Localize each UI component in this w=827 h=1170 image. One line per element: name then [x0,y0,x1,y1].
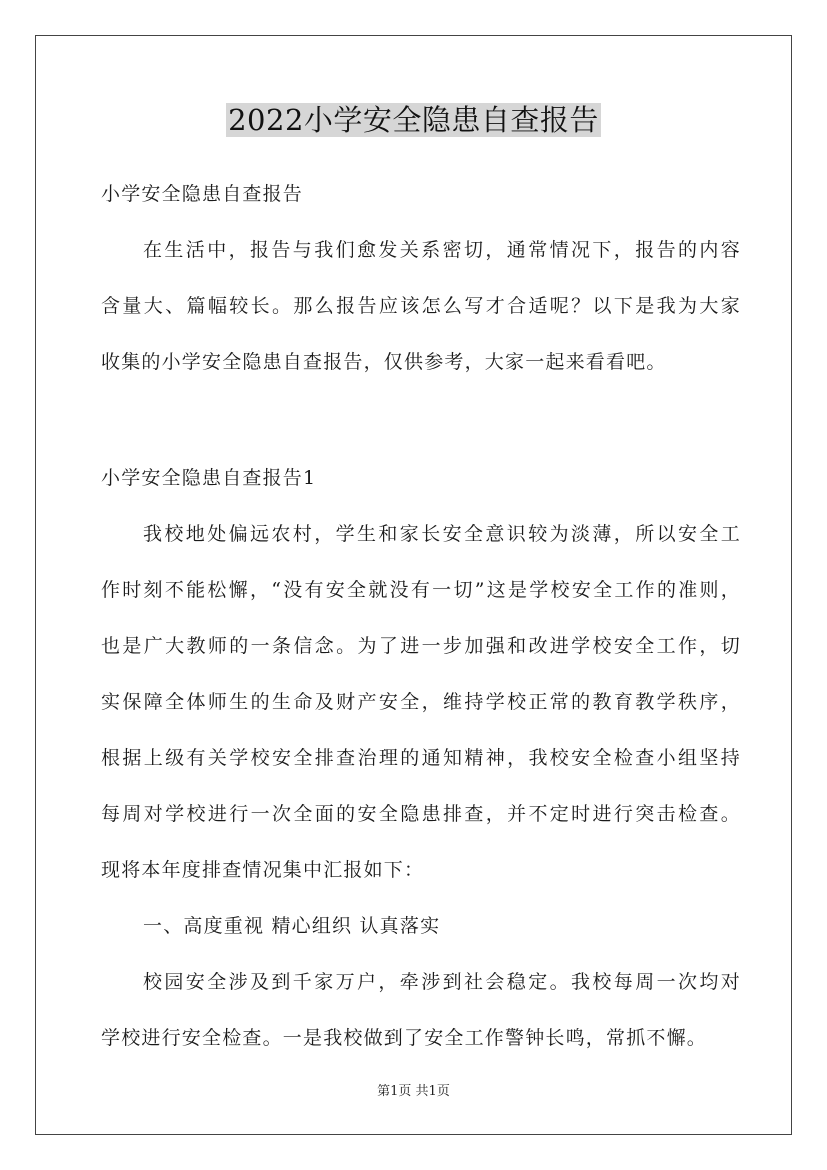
para1-line-2: 作时刻不能松懈，“没有安全就没有一切”这是学校安全工作的准则， [101,579,741,601]
para1-line-3: 也是广大教师的一条信念。为了进一步加强和改进学校安全工作，切 [101,635,741,657]
para1-line-6: 每周对学校进行一次全面的安全隐患排查，并不定时进行突击检查。 [101,803,741,825]
page-footer: 第1页 共1页 [377,1084,450,1099]
para1-line-5: 根据上级有关学校安全排查治理的通知精神，我校安全检查小组坚持 [101,747,741,769]
document-title-wrap [0,98,827,142]
intro-line-3: 收集的小学安全隐患自查报告，仅供参考，大家一起来看看吧。 [101,351,667,373]
point1-heading: 一、高度重视 精心组织 认真落实 [143,915,441,937]
subtitle: 小学安全隐患自查报告 [101,183,304,205]
document-title: 2022小学安全隐患自查报告 [228,103,599,137]
document-body [101,172,741,1053]
para1-line-1: 我校地处偏远农村，学生和家长安全意识较为淡薄，所以安全工 [143,523,741,545]
section-heading: 小学安全隐患自查报告1 [101,467,317,489]
para2-line-2: 学校进行安全检查。一是我校做到了安全工作警钟长鸣，常抓不懈。 [101,1027,708,1049]
para1-line-4: 实保障全体师生的生命及财产安全，维持学校正常的教育教学秩序， [101,691,741,713]
para1-line-7: 现将本年度排查情况集中汇报如下： [101,859,425,881]
intro-line-1: 在生活中，报告与我们愈发关系密切，通常情况下，报告的内容 [143,239,741,261]
intro-line-2: 含量大、篇幅较长。那么报告应该怎么写才合适呢？以下是我为大家 [101,295,741,317]
para2-line-1: 校园安全涉及到千家万户，牵涉到社会稳定。我校每周一次均对 [143,971,741,993]
